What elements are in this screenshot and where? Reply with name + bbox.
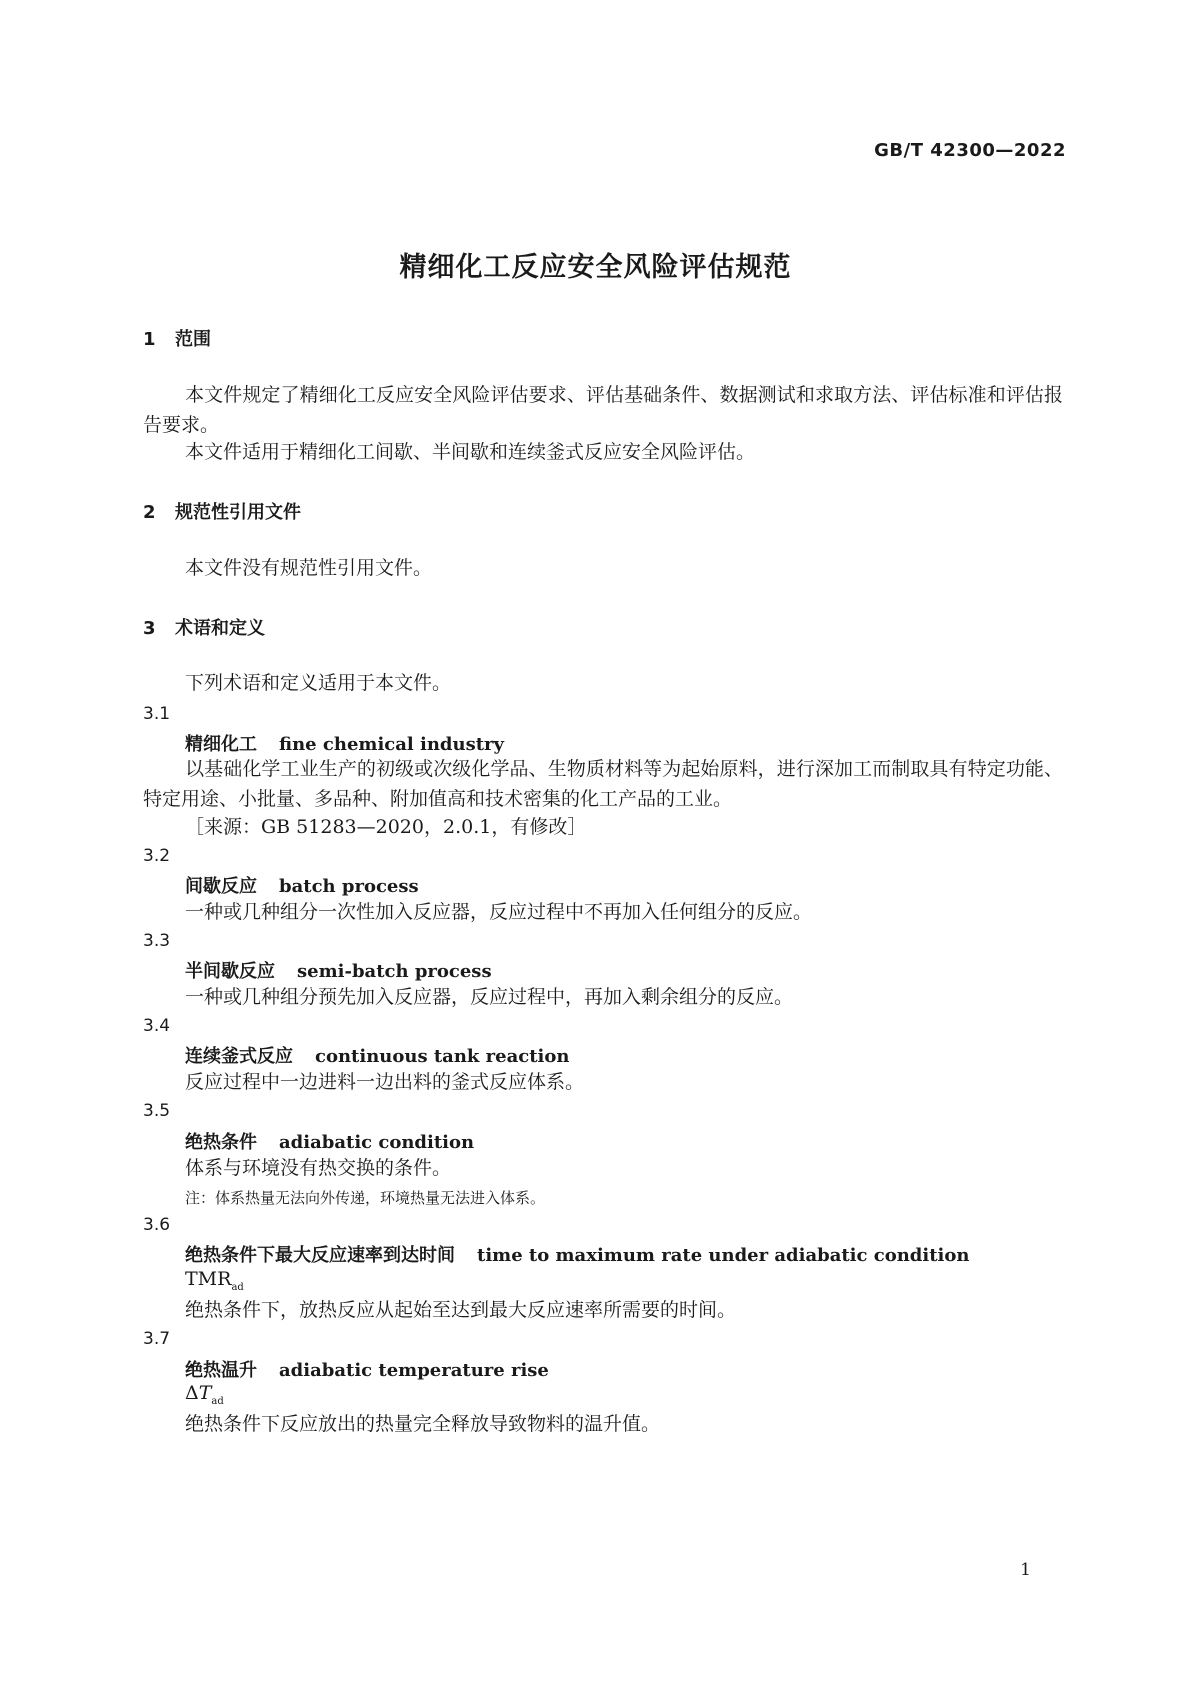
term-en: adiabatic condition — [279, 1132, 475, 1153]
term-zh: 半间歇反应 — [185, 961, 275, 982]
term-zh: 连续釜式反应 — [185, 1046, 293, 1067]
section-heading-normative-references — [143, 498, 301, 524]
term-note: 注：体系热量无法向外传递，环境热量无法进入体系。 — [185, 1189, 546, 1207]
section-title: 术语和定义 — [175, 618, 265, 639]
section-number: 3 — [143, 618, 156, 639]
page-number: 1 — [1020, 1560, 1031, 1580]
scope-paragraph-1 — [143, 380, 1063, 440]
term-number: 3.6 — [143, 1215, 171, 1235]
scope-paragraph-2: 本文件适用于精细化工间歇、半间歇和连续釜式反应安全风险评估。 — [185, 441, 756, 463]
term-zh: 绝热温升 — [185, 1360, 257, 1381]
term-number: 3.1 — [143, 704, 171, 724]
term-en: fine chemical industry — [279, 734, 504, 755]
definition-text: 以基础化学工业生产的初级或次级化学品、生物质材料等为起始原料，进行深加工而制取具有特定功能、特定用途、小批量、多品种、附加值高和技术密集的化工产品的工业。 — [143, 758, 1063, 810]
term-en: batch process — [279, 876, 419, 897]
term-source: ［来源：GB 51283—2020，2.0.1，有修改］ — [185, 816, 587, 838]
term-zh: 精细化工 — [185, 734, 257, 755]
term-title-semi-batch-process — [185, 957, 492, 983]
symbol-subscript: ad — [211, 1395, 224, 1407]
term-title-continuous-tank-reaction — [185, 1042, 569, 1068]
section-number: 2 — [143, 502, 156, 523]
term-number: 3.4 — [143, 1016, 171, 1036]
scope-text-1: 本文件规定了精细化工反应安全风险评估要求、评估基础条件、数据测试和求取方法、评估标准和评估报告要求。 — [143, 384, 1063, 436]
term-en: time to maximum rate under adiabatic condition — [477, 1245, 970, 1266]
terms-intro: 下列术语和定义适用于本文件。 — [185, 672, 452, 694]
term-number: 3.3 — [143, 931, 171, 951]
term-definition-tmr-ad: 绝热条件下，放热反应从起始至达到最大反应速率所需要的时间。 — [185, 1299, 737, 1321]
term-zh: 绝热条件 — [185, 1132, 257, 1153]
term-definition-fine-chemical — [143, 754, 1063, 814]
term-en: adiabatic temperature rise — [279, 1360, 549, 1381]
symbol-delta: Δ — [185, 1382, 199, 1404]
term-symbol-delta-t-ad — [185, 1382, 224, 1407]
term-definition-batch-process: 一种或几种组分一次性加入反应器，反应过程中不再加入任何组分的反应。 — [185, 901, 813, 923]
section-title: 规范性引用文件 — [175, 502, 301, 523]
term-title-adiabatic-condition — [185, 1128, 474, 1154]
term-number: 3.5 — [143, 1101, 171, 1121]
section-heading-scope — [143, 325, 211, 351]
term-title-batch-process — [185, 872, 419, 898]
normative-references-text: 本文件没有规范性引用文件。 — [185, 557, 433, 579]
term-number: 3.2 — [143, 846, 171, 866]
section-title: 范围 — [175, 329, 211, 350]
term-number: 3.7 — [143, 1329, 171, 1349]
term-zh: 间歇反应 — [185, 876, 257, 897]
term-definition-semi-batch-process: 一种或几种组分预先加入反应器，反应过程中，再加入剩余组分的反应。 — [185, 986, 794, 1008]
term-title-fine-chemical — [185, 730, 504, 756]
term-definition-continuous-tank-reaction: 反应过程中一边进料一边出料的釜式反应体系。 — [185, 1071, 585, 1093]
term-title-adiabatic-temperature-rise — [185, 1356, 549, 1382]
term-definition-adiabatic-temperature-rise: 绝热条件下反应放出的热量完全释放导致物料的温升值。 — [185, 1413, 661, 1435]
term-zh: 绝热条件下最大反应速率到达时间 — [185, 1245, 455, 1266]
term-title-tmr-ad — [185, 1241, 969, 1267]
document-title: 精细化工反应安全风险评估规范 — [399, 252, 792, 283]
symbol-main: TMR — [185, 1268, 232, 1290]
section-number: 1 — [143, 329, 156, 350]
section-heading-terms — [143, 614, 265, 640]
term-en: continuous tank reaction — [315, 1046, 570, 1067]
term-symbol-tmr-ad — [185, 1268, 244, 1293]
symbol-subscript: ad — [231, 1281, 244, 1293]
symbol-main: T — [198, 1382, 212, 1404]
term-en: semi-batch process — [297, 961, 492, 982]
standard-code: GB/T 42300—2022 — [874, 140, 1066, 161]
term-definition-adiabatic-condition: 体系与环境没有热交换的条件。 — [185, 1157, 452, 1179]
